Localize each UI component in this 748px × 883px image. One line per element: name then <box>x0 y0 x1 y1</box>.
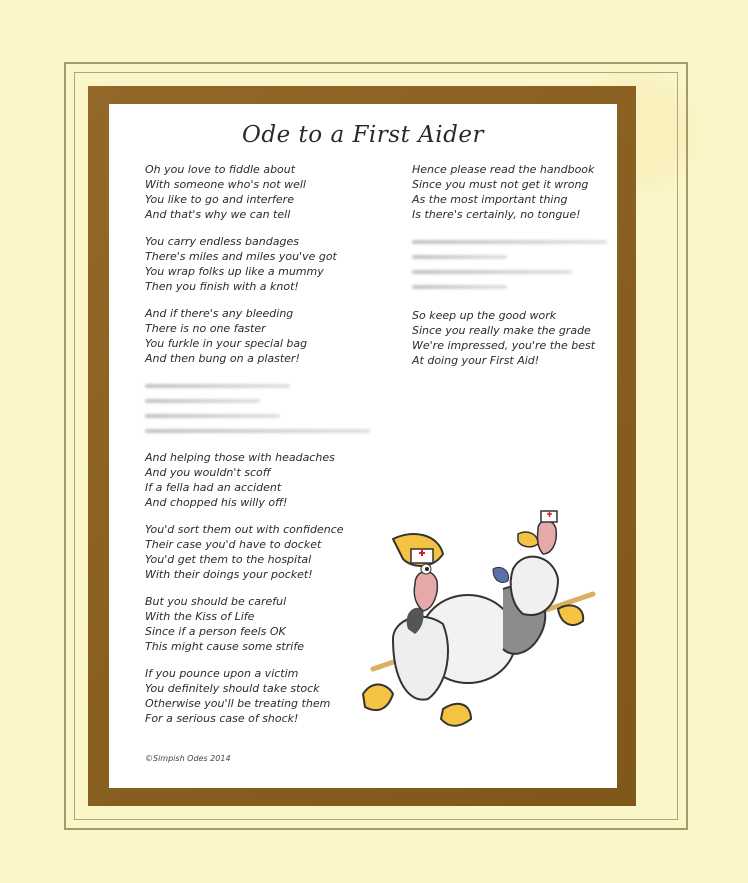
poem-line: If you pounce upon a victim <box>145 667 299 680</box>
poem-line: Since if a person feels OK <box>145 625 286 638</box>
poem-right-column <box>412 162 617 380</box>
poem-line: There's miles and miles you've got <box>145 250 337 263</box>
stanza <box>145 450 385 510</box>
poem-line: Oh you love to fiddle about <box>145 163 296 176</box>
poem-line: With someone who's not well <box>145 178 306 191</box>
poem-line: For a serious case of shock! <box>145 712 299 725</box>
poem-line: This might cause some strife <box>145 640 304 653</box>
stanza <box>412 308 617 368</box>
poem-line: With the Kiss of Life <box>145 610 255 623</box>
poem-line: You wrap folks up like a mummy <box>145 265 324 278</box>
poem-line: Since you really make the grade <box>412 324 591 337</box>
stanza <box>145 522 385 582</box>
stanza <box>145 666 385 726</box>
poem-line: You like to go and interfere <box>145 193 294 206</box>
stanza <box>145 162 385 222</box>
poem-line: Hence please read the handbook <box>412 163 595 176</box>
vulture-nurses-illustration <box>353 509 608 739</box>
poem-title: Ode to a First Aider <box>242 122 484 148</box>
poem-line: And then bung on a plaster! <box>145 352 300 365</box>
poem-line: And helping those with headaches <box>145 451 335 464</box>
poem-line: If a fella had an accident <box>145 481 282 494</box>
poem-line: You carry endless bandages <box>145 235 299 248</box>
poem-line: With their doings your pocket! <box>145 568 313 581</box>
blurred-stanza <box>145 378 385 438</box>
poem-line: You definitely should take stock <box>145 682 320 695</box>
poem-line: And you wouldn't scoff <box>145 466 271 479</box>
poem-paper <box>109 104 617 788</box>
stanza <box>145 306 385 366</box>
poem-line: As the most important thing <box>412 193 568 206</box>
poem-line: So keep up the good work <box>412 309 557 322</box>
stanza <box>145 234 385 294</box>
blurred-stanza <box>412 234 617 294</box>
stanza <box>145 594 385 654</box>
poem-line: Otherwise you'll be treating them <box>145 697 331 710</box>
poem-line: Is there's certainly, no tongue! <box>412 208 581 221</box>
poem-line: Then you finish with a knot! <box>145 280 299 293</box>
poem-line: And chopped his willy off! <box>145 496 288 509</box>
copyright-text: ©Simpish Odes 2014 <box>145 754 231 763</box>
poem-line: But you should be careful <box>145 595 287 608</box>
poem-line: You'd get them to the hospital <box>145 553 312 566</box>
stanza <box>412 162 617 222</box>
poem-line: You'd sort them out with confidence <box>145 523 344 536</box>
poem-line: There is no one faster <box>145 322 266 335</box>
poem-line: Their case you'd have to docket <box>145 538 322 551</box>
poem-line: You furkle in your special bag <box>145 337 308 350</box>
poem-line: Since you must not get it wrong <box>412 178 589 191</box>
poem-line: And if there's any bleeding <box>145 307 294 320</box>
poem-line: And that's why we can tell <box>145 208 291 221</box>
poem-line: At doing your First Aid! <box>412 354 540 367</box>
poem-left-column <box>145 162 385 738</box>
poem-line: We're impressed, you're the best <box>412 339 596 352</box>
